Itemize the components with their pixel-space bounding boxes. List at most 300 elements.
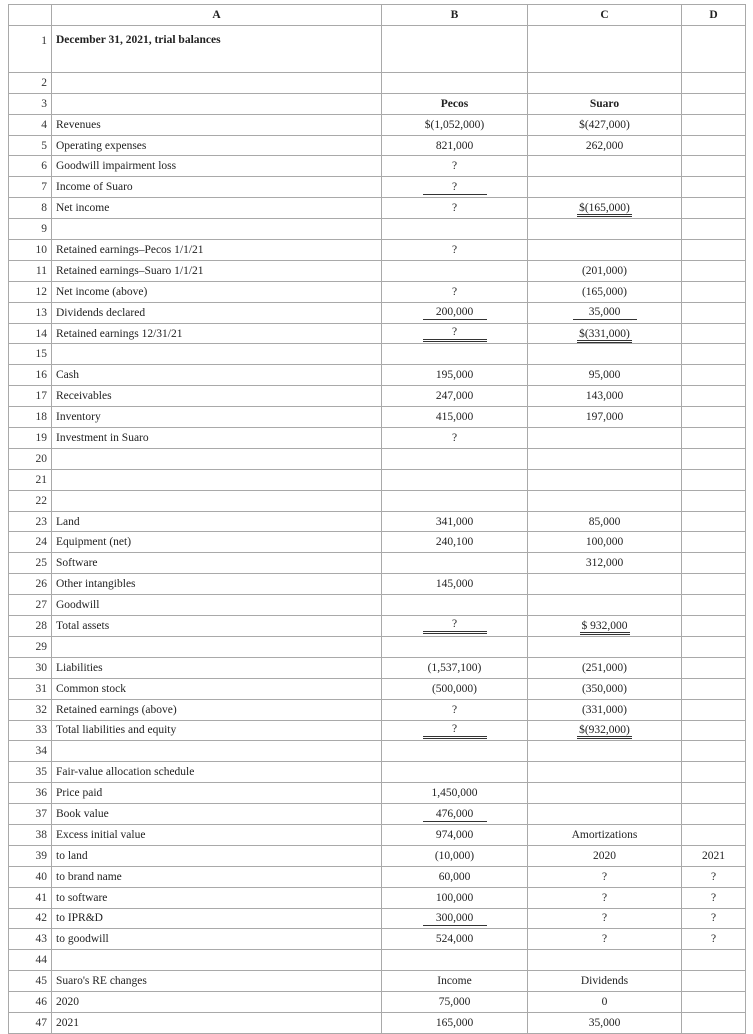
- cell-c[interactable]: [528, 636, 682, 657]
- cell-value: (1,537,100): [427, 661, 482, 674]
- cell-c[interactable]: [528, 490, 682, 511]
- cell-d[interactable]: [682, 428, 746, 449]
- table-row: [9, 657, 746, 678]
- cell-a[interactable]: [52, 219, 382, 240]
- cell-d[interactable]: [682, 114, 746, 135]
- cell-a[interactable]: [52, 260, 382, 281]
- cell-value: ?: [423, 722, 487, 739]
- row-number: 33: [9, 720, 52, 741]
- cell-value: ?: [601, 891, 608, 904]
- cell-value: Retained earnings (above): [56, 703, 177, 716]
- cell-value: (251,000): [581, 661, 628, 674]
- cell-a[interactable]: [52, 804, 382, 825]
- cell-d[interactable]: [682, 469, 746, 490]
- cell-a[interactable]: [52, 156, 382, 177]
- row-number: 11: [9, 260, 52, 281]
- cell-value: 35,000: [588, 1016, 621, 1029]
- table-row: [9, 783, 746, 804]
- cell-b[interactable]: [382, 323, 528, 344]
- row-number: 2: [9, 72, 52, 93]
- cell-value: ?: [451, 202, 458, 215]
- cell-d[interactable]: [682, 448, 746, 469]
- row-number: 9: [9, 219, 52, 240]
- cell-b[interactable]: [382, 490, 528, 511]
- cell-c[interactable]: [528, 595, 682, 616]
- row-number: 26: [9, 574, 52, 595]
- cell-c[interactable]: [528, 950, 682, 971]
- cell-b[interactable]: [382, 866, 528, 887]
- cell-value: (500,000): [431, 682, 478, 695]
- cell-b[interactable]: [382, 114, 528, 135]
- table-row: [9, 532, 746, 553]
- cell-a[interactable]: [52, 657, 382, 678]
- cell-d[interactable]: [682, 407, 746, 428]
- cell-a[interactable]: [52, 887, 382, 908]
- cell-c[interactable]: [528, 1012, 682, 1033]
- cell-a[interactable]: [52, 595, 382, 616]
- cell-b[interactable]: [382, 678, 528, 699]
- cell-value: Suaro's RE changes: [56, 975, 147, 988]
- cell-b[interactable]: [382, 1012, 528, 1033]
- cell-a[interactable]: [52, 511, 382, 532]
- cell-d[interactable]: [682, 741, 746, 762]
- cell-value: 165,000: [435, 1016, 474, 1029]
- row-number: 17: [9, 386, 52, 407]
- cell-value: Cash: [56, 369, 79, 382]
- cell-value: 312,000: [585, 557, 624, 570]
- cell-b[interactable]: [382, 344, 528, 365]
- cell-b[interactable]: [382, 240, 528, 261]
- cell-d[interactable]: [682, 887, 746, 908]
- cell-value: 195,000: [435, 369, 474, 382]
- table-row: [9, 93, 746, 114]
- cell-d[interactable]: [682, 323, 746, 344]
- cell-b[interactable]: [382, 824, 528, 845]
- cell-c[interactable]: [528, 678, 682, 699]
- cell-d[interactable]: [682, 25, 746, 72]
- row-number: 39: [9, 845, 52, 866]
- cell-value: Total assets: [56, 619, 110, 632]
- cell-d[interactable]: [682, 240, 746, 261]
- cell-value: ?: [423, 617, 487, 634]
- cell-b[interactable]: [382, 469, 528, 490]
- cell-b[interactable]: [382, 135, 528, 156]
- cell-a[interactable]: [52, 992, 382, 1013]
- cell-value: 95,000: [588, 369, 621, 382]
- cell-b[interactable]: [382, 448, 528, 469]
- cell-b[interactable]: [382, 929, 528, 950]
- row-number: 41: [9, 887, 52, 908]
- cell-a[interactable]: [52, 971, 382, 992]
- cell-c[interactable]: [528, 219, 682, 240]
- cell-value: 60,000: [438, 870, 471, 883]
- cell-c[interactable]: [528, 553, 682, 574]
- cell-d[interactable]: [682, 511, 746, 532]
- cell-b[interactable]: [382, 386, 528, 407]
- cell-c[interactable]: [528, 824, 682, 845]
- cell-d[interactable]: [682, 824, 746, 845]
- cell-c[interactable]: [528, 448, 682, 469]
- table-row: [9, 1012, 746, 1033]
- cell-d[interactable]: [682, 950, 746, 971]
- cell-a[interactable]: [52, 448, 382, 469]
- cell-d[interactable]: [682, 93, 746, 114]
- cell-c[interactable]: [528, 25, 682, 72]
- table-row: [9, 219, 746, 240]
- cell-c[interactable]: [528, 323, 682, 344]
- cell-a[interactable]: [52, 365, 382, 386]
- cell-a[interactable]: [52, 553, 382, 574]
- cell-a[interactable]: [52, 950, 382, 971]
- table-row: [9, 490, 746, 511]
- row-number: 38: [9, 824, 52, 845]
- row-number: 34: [9, 741, 52, 762]
- table-row: [9, 762, 746, 783]
- column-header-c[interactable]: C: [528, 5, 682, 26]
- cell-b[interactable]: [382, 699, 528, 720]
- cell-c[interactable]: [528, 992, 682, 1013]
- cell-c[interactable]: [528, 93, 682, 114]
- cell-a[interactable]: [52, 490, 382, 511]
- cell-value: ?: [601, 933, 608, 946]
- row-number: 44: [9, 950, 52, 971]
- row-number: 5: [9, 135, 52, 156]
- cell-value: Dividends declared: [56, 306, 146, 319]
- cell-c[interactable]: [528, 135, 682, 156]
- cell-b[interactable]: [382, 511, 528, 532]
- cell-c[interactable]: [528, 699, 682, 720]
- cell-d[interactable]: [682, 365, 746, 386]
- cell-b[interactable]: [382, 908, 528, 929]
- table-row: [9, 511, 746, 532]
- cell-value: Income of Suaro: [56, 181, 133, 194]
- cell-value: 145,000: [435, 578, 474, 591]
- cell-value: (201,000): [581, 264, 628, 277]
- cell-a[interactable]: [52, 469, 382, 490]
- cell-value: $(427,000): [579, 118, 630, 131]
- cell-b[interactable]: [382, 25, 528, 72]
- cell-d[interactable]: [682, 762, 746, 783]
- cell-d[interactable]: [682, 302, 746, 323]
- row-number: 30: [9, 657, 52, 678]
- cell-b[interactable]: [382, 553, 528, 574]
- cell-d[interactable]: [682, 344, 746, 365]
- cell-b[interactable]: [382, 428, 528, 449]
- cell-b[interactable]: [382, 365, 528, 386]
- cell-d[interactable]: [682, 219, 746, 240]
- cell-c[interactable]: [528, 574, 682, 595]
- cell-c[interactable]: [528, 365, 682, 386]
- row-number: 37: [9, 804, 52, 825]
- cell-value: Excess initial value: [56, 828, 146, 841]
- cell-a[interactable]: [52, 824, 382, 845]
- cell-d[interactable]: [682, 532, 746, 553]
- cell-a[interactable]: [52, 574, 382, 595]
- cell-c[interactable]: [528, 845, 682, 866]
- cell-b[interactable]: [382, 156, 528, 177]
- cell-c[interactable]: [528, 720, 682, 741]
- table-row: [9, 824, 746, 845]
- cell-a[interactable]: [52, 177, 382, 198]
- cell-d[interactable]: [682, 992, 746, 1013]
- cell-c[interactable]: [528, 302, 682, 323]
- cell-a[interactable]: [52, 783, 382, 804]
- sheet-body: [9, 72, 746, 1033]
- cell-b[interactable]: [382, 93, 528, 114]
- cell-d[interactable]: [682, 783, 746, 804]
- cell-d[interactable]: [682, 156, 746, 177]
- cell-c[interactable]: [528, 783, 682, 804]
- cell-b[interactable]: [382, 616, 528, 637]
- cell-c[interactable]: [528, 971, 682, 992]
- cell-b[interactable]: [382, 72, 528, 93]
- cell-d[interactable]: [682, 281, 746, 302]
- table-row: [9, 448, 746, 469]
- cell-b[interactable]: [382, 762, 528, 783]
- cell-value: 341,000: [435, 515, 474, 528]
- cell-value: ?: [451, 160, 458, 173]
- cell-d[interactable]: [682, 574, 746, 595]
- cell-c[interactable]: [528, 72, 682, 93]
- row-number: 22: [9, 490, 52, 511]
- cell-value: Equipment (net): [56, 536, 132, 549]
- cell-b[interactable]: [382, 950, 528, 971]
- cell-a[interactable]: [52, 741, 382, 762]
- cell-b[interactable]: [382, 281, 528, 302]
- cell-b[interactable]: [382, 574, 528, 595]
- row-number: 7: [9, 177, 52, 198]
- column-header-a[interactable]: A: [52, 5, 382, 26]
- cell-d[interactable]: [682, 636, 746, 657]
- row-number: 32: [9, 699, 52, 720]
- cell-d[interactable]: [682, 135, 746, 156]
- cell-d[interactable]: [682, 177, 746, 198]
- cell-c[interactable]: [528, 908, 682, 929]
- cell-value: Goodwill impairment loss: [56, 160, 177, 173]
- row-number: 15: [9, 344, 52, 365]
- table-row: [9, 992, 746, 1013]
- cell-value: 35,000: [573, 305, 637, 320]
- cell-a[interactable]: [52, 762, 382, 783]
- cell-b[interactable]: [382, 720, 528, 741]
- cell-b[interactable]: [382, 657, 528, 678]
- table-row: [9, 386, 746, 407]
- table-row: [9, 156, 746, 177]
- cell-value: 197,000: [585, 411, 624, 424]
- cell-a[interactable]: [52, 323, 382, 344]
- cell-value: Goodwill: [56, 599, 100, 612]
- cell-a[interactable]: [52, 866, 382, 887]
- cell-a[interactable]: [52, 386, 382, 407]
- cell-a[interactable]: [52, 93, 382, 114]
- cell-c[interactable]: [528, 260, 682, 281]
- table-row: [9, 866, 746, 887]
- cell-a[interactable]: [52, 302, 382, 323]
- cell-value: 524,000: [435, 933, 474, 946]
- cell-value: to IPR&D: [56, 912, 103, 925]
- row-number: 23: [9, 511, 52, 532]
- cell-a[interactable]: [52, 845, 382, 866]
- cell-a[interactable]: [52, 281, 382, 302]
- cell-d[interactable]: [682, 971, 746, 992]
- cell-a[interactable]: [52, 198, 382, 219]
- table-row: [9, 25, 746, 72]
- cell-a[interactable]: [52, 616, 382, 637]
- row-number: 4: [9, 114, 52, 135]
- cell-a[interactable]: [52, 344, 382, 365]
- cell-b[interactable]: [382, 260, 528, 281]
- cell-b[interactable]: [382, 302, 528, 323]
- cell-c[interactable]: [528, 114, 682, 135]
- cell-d[interactable]: [682, 908, 746, 929]
- table-row: [9, 260, 746, 281]
- table-row: [9, 323, 746, 344]
- cell-c[interactable]: [528, 281, 682, 302]
- column-header-d[interactable]: D: [682, 5, 746, 26]
- table-row: [9, 428, 746, 449]
- cell-c[interactable]: [528, 469, 682, 490]
- cell-c[interactable]: [528, 532, 682, 553]
- cell-d[interactable]: [682, 72, 746, 93]
- cell-c[interactable]: [528, 156, 682, 177]
- row-number: 40: [9, 866, 52, 887]
- cell-value: 476,000: [423, 807, 487, 822]
- cell-b[interactable]: [382, 887, 528, 908]
- cell-c[interactable]: [528, 386, 682, 407]
- cell-c[interactable]: [528, 177, 682, 198]
- cell-a[interactable]: [52, 678, 382, 699]
- cell-value: 821,000: [435, 139, 474, 152]
- cell-value: $(331,000): [577, 328, 632, 343]
- cell-c[interactable]: [528, 407, 682, 428]
- cell-value: Pecos: [440, 97, 469, 110]
- cell-d[interactable]: [682, 553, 746, 574]
- cell-b[interactable]: [382, 845, 528, 866]
- table-row: [9, 950, 746, 971]
- cell-c[interactable]: [528, 804, 682, 825]
- cell-c[interactable]: [528, 657, 682, 678]
- row-number: 3: [9, 93, 52, 114]
- cell-c[interactable]: [528, 240, 682, 261]
- cell-d[interactable]: [682, 657, 746, 678]
- cell-c[interactable]: [528, 511, 682, 532]
- cell-value: ?: [423, 325, 487, 342]
- cell-a[interactable]: [52, 240, 382, 261]
- cell-d[interactable]: [682, 720, 746, 741]
- cell-d[interactable]: [682, 804, 746, 825]
- title-cell[interactable]: [52, 25, 382, 72]
- cell-value: ?: [601, 912, 608, 925]
- cell-a[interactable]: [52, 407, 382, 428]
- cell-b[interactable]: [382, 532, 528, 553]
- cell-d[interactable]: [682, 866, 746, 887]
- table-row: [9, 344, 746, 365]
- cell-value: Suaro: [589, 97, 620, 110]
- cell-a[interactable]: [52, 135, 382, 156]
- row-number: 8: [9, 198, 52, 219]
- cell-c[interactable]: [528, 866, 682, 887]
- cell-value: ?: [710, 870, 717, 883]
- cell-a[interactable]: [52, 1012, 382, 1033]
- cell-value: Book value: [56, 808, 109, 820]
- row-number: 45: [9, 971, 52, 992]
- cell-a[interactable]: [52, 636, 382, 657]
- cell-d[interactable]: [682, 198, 746, 219]
- cell-a[interactable]: [52, 72, 382, 93]
- row-number: 21: [9, 469, 52, 490]
- cell-value: 2020: [56, 996, 79, 1009]
- cell-a[interactable]: [52, 532, 382, 553]
- cell-b[interactable]: [382, 636, 528, 657]
- cell-b[interactable]: [382, 595, 528, 616]
- cell-b[interactable]: [382, 804, 528, 825]
- cell-b[interactable]: [382, 971, 528, 992]
- cell-value: Liabilities: [56, 661, 103, 674]
- cell-c[interactable]: [528, 198, 682, 219]
- cell-d[interactable]: [682, 699, 746, 720]
- cell-d[interactable]: [682, 616, 746, 637]
- cell-value: 143,000: [585, 390, 624, 403]
- cell-b[interactable]: [382, 783, 528, 804]
- table-row: [9, 887, 746, 908]
- cell-b[interactable]: [382, 219, 528, 240]
- cell-d[interactable]: [682, 595, 746, 616]
- cell-d[interactable]: [682, 386, 746, 407]
- cell-value: 415,000: [435, 411, 474, 424]
- cell-b[interactable]: [382, 177, 528, 198]
- cell-b[interactable]: [382, 741, 528, 762]
- cell-value: (165,000): [581, 285, 628, 298]
- cell-c[interactable]: [528, 762, 682, 783]
- cell-a[interactable]: [52, 699, 382, 720]
- cell-c[interactable]: [528, 741, 682, 762]
- cell-c[interactable]: [528, 887, 682, 908]
- cell-value: Land: [56, 515, 80, 528]
- cell-d[interactable]: [682, 929, 746, 950]
- row-number: 24: [9, 532, 52, 553]
- cell-d[interactable]: [682, 260, 746, 281]
- cell-value: Revenues: [56, 118, 101, 131]
- cell-c[interactable]: [528, 616, 682, 637]
- cell-c[interactable]: [528, 344, 682, 365]
- table-row: [9, 114, 746, 135]
- cell-value: ?: [451, 431, 458, 444]
- cell-a[interactable]: [52, 908, 382, 929]
- cell-d[interactable]: [682, 1012, 746, 1033]
- cell-d[interactable]: [682, 678, 746, 699]
- table-row: [9, 198, 746, 219]
- cell-a[interactable]: [52, 929, 382, 950]
- cell-b[interactable]: [382, 992, 528, 1013]
- cell-a[interactable]: [52, 428, 382, 449]
- cell-d[interactable]: [682, 490, 746, 511]
- cell-c[interactable]: [528, 929, 682, 950]
- cell-b[interactable]: [382, 198, 528, 219]
- table-row: [9, 908, 746, 929]
- row-number: 46: [9, 992, 52, 1013]
- cell-value: Retained earnings 12/31/21: [56, 327, 183, 340]
- row-number: 1: [9, 25, 52, 72]
- cell-d[interactable]: [682, 845, 746, 866]
- cell-c[interactable]: [528, 428, 682, 449]
- cell-a[interactable]: [52, 720, 382, 741]
- column-header-b[interactable]: B: [382, 5, 528, 26]
- cell-value: to software: [56, 891, 108, 904]
- cell-value: $(932,000): [577, 724, 632, 739]
- cell-b[interactable]: [382, 407, 528, 428]
- cell-a[interactable]: [52, 114, 382, 135]
- cell-value: Operating expenses: [56, 139, 147, 152]
